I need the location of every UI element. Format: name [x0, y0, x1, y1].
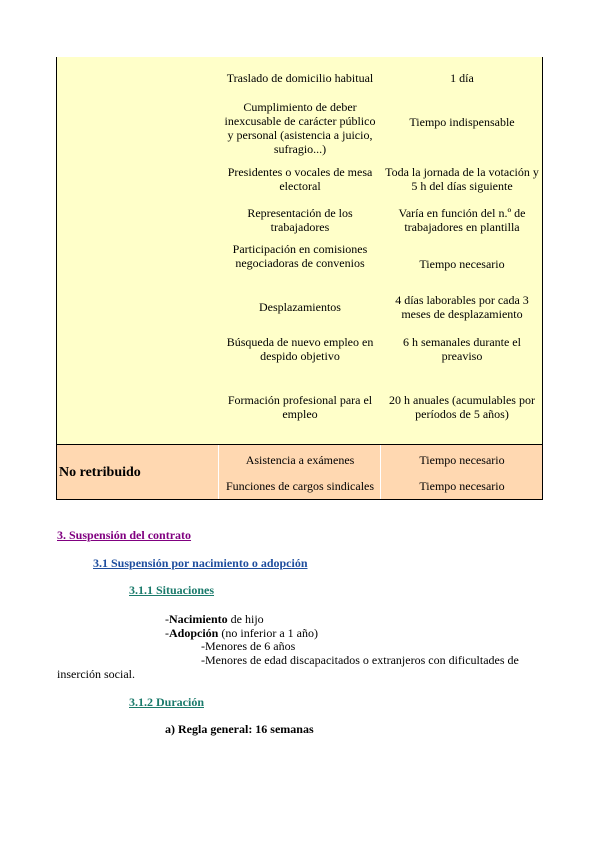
table-cell-duration: 6 h semanales durante el preaviso	[403, 335, 521, 363]
table-cell-situation: Cumplimiento de deber inexcusable de carácter público y personal (asistencia a juicio, sufragio...)	[224, 100, 376, 156]
situation-item-nacimiento: -Nacimiento de hijo	[165, 612, 264, 626]
sub-item-continuation: inserción social.	[57, 667, 135, 681]
table-cell-duration: Toda la jornada de la votación y 5 h del días siguiente	[385, 165, 539, 193]
section-heading-3-1[interactable]: 3.1 Suspensión por nacimiento o adopción	[93, 556, 308, 570]
table-cell-duration: Tiempo necesario	[419, 453, 505, 467]
table-cell-situation: Traslado de domicilio habitual	[226, 71, 374, 85]
rule-general	[165, 722, 314, 736]
table-cell-duration: 1 día	[450, 71, 474, 85]
table-right-border	[542, 57, 543, 500]
table-bottom-border	[56, 499, 543, 500]
sub-item-menores-6: -Menores de 6 años	[201, 639, 296, 653]
table-cell-situation: Formación profesional para el empleo	[227, 393, 373, 421]
table-cell-duration: 4 días laborables por cada 3 meses de desplazamiento	[395, 293, 529, 321]
table-cell-situation: Funciones de cargos sindicales	[225, 479, 375, 493]
rule-value: : 16 semanas	[248, 722, 314, 736]
orange-col-divider	[218, 445, 219, 499]
no-retribuido-label: No retribuido	[59, 465, 141, 480]
orange-col-divider-2	[380, 445, 381, 499]
situation-bold: Adopción	[169, 626, 219, 640]
situation-bold: Nacimiento	[169, 612, 228, 626]
sub-item-discapacitados: -Menores de edad discapacitados o extranjeros con dificultades de	[201, 653, 519, 667]
situation-text: de hijo	[227, 612, 264, 626]
table-left-border	[56, 57, 57, 500]
table-cell-situation: Participación en comisiones negociadoras de convenios	[232, 242, 368, 270]
table-divider	[56, 444, 543, 445]
table-cell-duration: Tiempo necesario	[419, 479, 505, 493]
section-heading-3[interactable]: 3. Suspensión del contrato	[57, 528, 192, 542]
table-cell-situation: Asistencia a exámenes	[245, 453, 355, 467]
table-cell-duration: Tiempo necesario	[419, 257, 505, 271]
table-cell-situation: Desplazamientos	[259, 300, 341, 314]
situation-item-adopcion: -Adopción (no inferior a 1 año)	[165, 626, 318, 640]
section-heading-3-1-2[interactable]: 3.1.2 Duración	[129, 695, 204, 709]
table-cell-situation: Representación de los trabajadores	[247, 206, 353, 234]
rule-label: a) Regla general	[165, 722, 249, 736]
table-cell-duration: Tiempo indispensable	[409, 115, 515, 129]
table-cell-duration: Varía en función del n.º de trabajadores en plantilla	[398, 206, 526, 234]
table-cell-situation: Presidentes o vocales de mesa electoral	[227, 165, 373, 193]
section-heading-3-1-1[interactable]: 3.1.1 Situaciones	[129, 583, 215, 597]
table-cell-situation: Búsqueda de nuevo empleo en despido objetivo	[226, 335, 374, 363]
table-cell-duration: 20 h anuales (acumulables por períodos de 5 años)	[389, 393, 535, 421]
situation-text: (no inferior a 1 año)	[218, 626, 318, 640]
